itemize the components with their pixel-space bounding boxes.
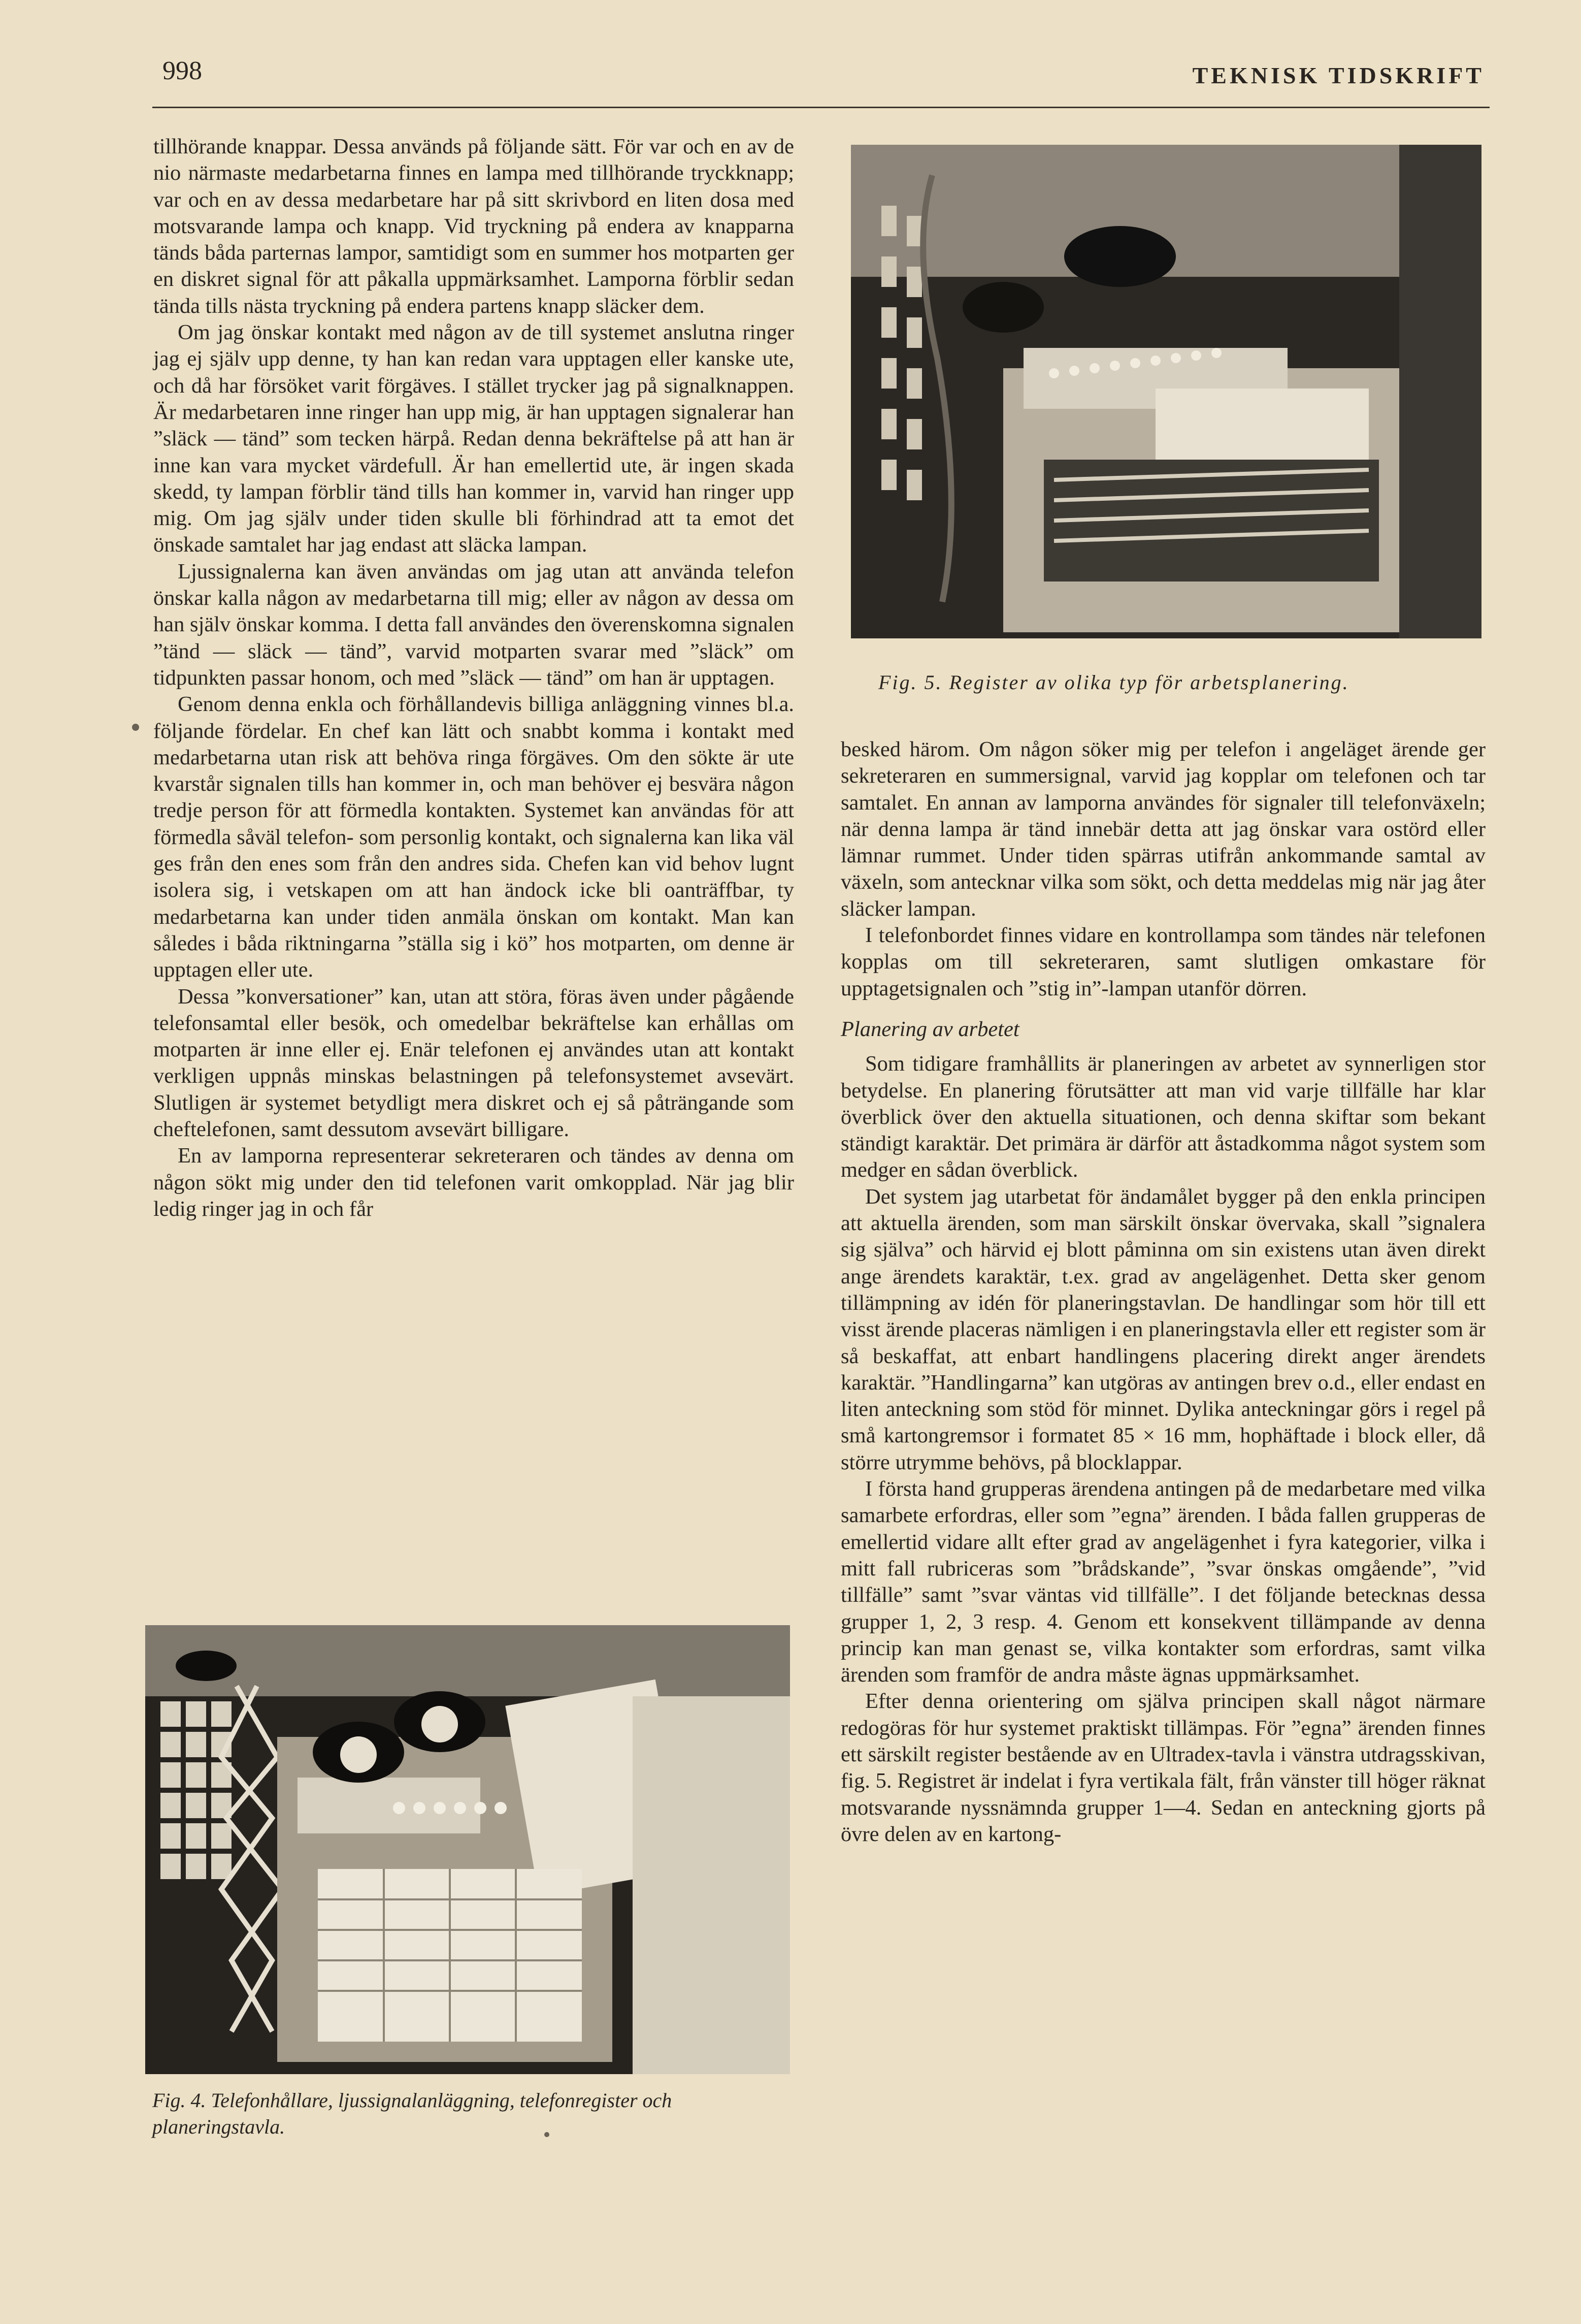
page-number: 998 <box>162 56 202 85</box>
paragraph: I telefonbordet finnes vidare en kontrollampa som tändes när telefonen kopplas om till sekreteraren, samt slutligen omkastare för upptagetsignalen och ”stig in”-lampan utanför dörren. <box>841 923 1486 1000</box>
paragraph: En av lamporna representerar sekreteraren och tändes av denna om någon sökt mig under den tid telefonen varit omkopplad. När jag blir ledig ringer jag in och får <box>153 1144 794 1221</box>
running-title: TEKNISK TIDSKRIFT <box>1192 62 1485 88</box>
figure-4-caption: Fig. 4. Telefonhållare, ljussignalanläggning, telefonregister och planeringstavla. <box>152 2089 672 2138</box>
paragraph: Det system jag utarbetat för ändamålet bygger på den enkla principen att aktuella ärenden, som man särskilt önskar övervaka, skall ”signalera sig själva” och härvid ej blott påminna om sin existens utan även direkt ange ärendets karaktär, t.ex. grad av angelägenhet. Detta sker genom tillämpning av idén för planeringstavlan. De handlingar som hör till ett visst ärende placeras nämligen i en planeringstavla eller ett register som är så beskaffat, att enbart handlingens placering direkt anger ärendets karaktär. ”Handlingarna” kan utgöras av antingen brev o.d., eller endast en liten anteckning som stöd för minnet. Dylika anteckningar görs i regel på små kartongremsor i formatet 85 × 16 mm, hophäftade i block eller, då större utrymme behövs, på blocklappar. <box>841 1184 1486 1474</box>
paragraph: besked härom. Om någon söker mig per telefon i angeläget ärende ger sekreteraren en summersignal, varvid jag kopplar om telefonen och tar samtalet. En annan av lamporna användes för signaler till telefonväxeln; när denna lampa är tänd innebär detta att jag önskar vara ostörd eller lämnar rummet. Under tiden spärras utifrån ankommande samtal av växeln, som antecknar vilka som sökt, och detta meddelas mig när jag åter släcker lampan. <box>841 737 1486 921</box>
left-column <box>153 134 794 1222</box>
section-heading: Planering av arbetet <box>841 1017 1019 1041</box>
figure-5-caption: Fig. 5. Register av olika typ för arbetsplanering. <box>878 671 1349 694</box>
paragraph: Dessa ”konversationer” kan, utan att störa, föras även under pågående telefonsamtal eller besök, och omedelbar bekräftelse kan erhållas om motparten är inne eller ej. Enär telefonen ej användes utan att kontakt verkligen uppnås minskas belastningen på telefonsystemet avsevärt. Slutligen är systemet betydligt mera diskret och ej så påträngande som cheftelefonen, samt dessutom avsevärt billigare. <box>153 984 794 1141</box>
paragraph: Som tidigare framhållits är planeringen av arbetet av synnerligen stor betydelse. En planering förutsätter att man vid varje tillfälle har klar överblick över den aktuella situationen, och denna skiftar som bekant ständigt karaktär. Det primära är därför att åstadkomma något system som medger en sådan överblick. <box>841 1052 1486 1182</box>
margin-dot <box>544 2132 549 2137</box>
paragraph: Ljussignalerna kan även användas om jag utan att använda telefon önskar kalla någon av medarbetarna till mig; eller av någon av dessa om han själv önskar komma. I detta fall användes den överenskomna signalen ”tänd — släck — tänd”, varvid motparten svarar med ”släck” om tidpunkten passar honom, och med ”släck — tänd” om han är upptagen. <box>153 559 794 690</box>
figure-4-photo <box>145 1625 790 2074</box>
paragraph: Efter denna orientering om själva principen skall något närmare redogöras för hur systemet praktiskt tillämpas. För ”egna” ärenden finnes ett särskilt register bestående av en Ultradex-tavla i vänstra utdragsskivan, fig. 5. Registret är indelat i fyra vertikala fält, från vänster till höger räknat motsvarande nyssnämnda grupper 1—4. Sedan en anteckning gjorts på övre delen av en kartong- <box>841 1689 1486 1846</box>
paragraph: Genom denna enkla och förhållandevis billiga anläggning vinnes bl.a. följande fördelar. En chef kan lätt och snabbt komma i kontakt med medarbetarna utan risk att behöva ringa förgäves. Om den sökte är ute kvarstår signalen tills han kommer in, och man behöver ej besvära någon tredje person för att förmedla kontakten. Systemet kan användas för att förmedla såväl telefon- som personlig kontakt, och signalerna kan lika väl ges från den enes som från den andres sida. Chefen kan vid behov lugnt isolera sig, i vetskapen om att han ändock icke bli oanträffbar, ty medarbetarna kan under tiden anmäla önskan om kontakt. Man kan således i båda riktningarna ”ställa sig i kö” hos motparten, om denne är upptagen eller ute. <box>153 692 794 982</box>
register-photo-illustration <box>851 145 1481 638</box>
figure-5-photo <box>851 145 1481 638</box>
telephone-desk-illustration <box>145 1625 790 2074</box>
paragraph: tillhörande knappar. Dessa används på följande sätt. För var och en av de nio närmaste medarbetarna finnes en lampa med tillhörande tryckknapp; var och en av dessa medarbetare har på sitt skrivbord en liten dosa med motsvarande lampa och knapp. Vid tryckning på endera av knapparna tänds båda parternas lampor, samtidigt som en summer hos motparten ger en diskret signal för att påkalla uppmärksamhet. Lamporna förblir sedan tända tills nästa tryckning på endera partens knapp släcker dem. <box>153 135 794 318</box>
page-header <box>152 51 1490 108</box>
paragraph: Om jag önskar kontakt med någon av de till systemet anslutna ringer jag ej själv upp denne, ty han kan redan vara upptagen eller kanske ute, och då har försöket varit förgäves. I stället trycker jag på signalknappen. Är medarbetaren inne ringer han upp mig, är han upptagen signalerar han ”släck — tänd” som tecken härpå. Redan denna bekräftelse på att han är inne kan vara mycket värdefull. Är han emellertid ute, är ingen skada skedd, ty lampan förblir tänd tills han kommer in, varvid han ringer upp mig. Om jag själv under tiden skulle bli förhindrad att ta emot det önskade samtalet har jag endast att släcka lampan. <box>153 320 794 557</box>
paragraph: I första hand grupperas ärendena antingen på de medarbetare med vilka samarbete erfordras, eller som ”egna” ärenden. I båda fallen grupperas de emellertid vidare allt efter grad av angelägenhet i fyra kategorier, vilka i mitt fall rubriceras som ”brådskande”, ”svar önskas omgående”, ”vid tillfälle” samt ”svar väntas vid tillfälle”. I det följande betecknas dessa grupper 1, 2, 3 resp. 4. Genom ett konsekvent tillämpande av denna princip kan man genast se, vilka kontakter som erfordras, samt vilka ärenden som framför de andra måste ägnas uppmärksamhet. <box>841 1477 1486 1687</box>
right-column <box>841 736 1486 1848</box>
margin-dot <box>132 724 139 731</box>
